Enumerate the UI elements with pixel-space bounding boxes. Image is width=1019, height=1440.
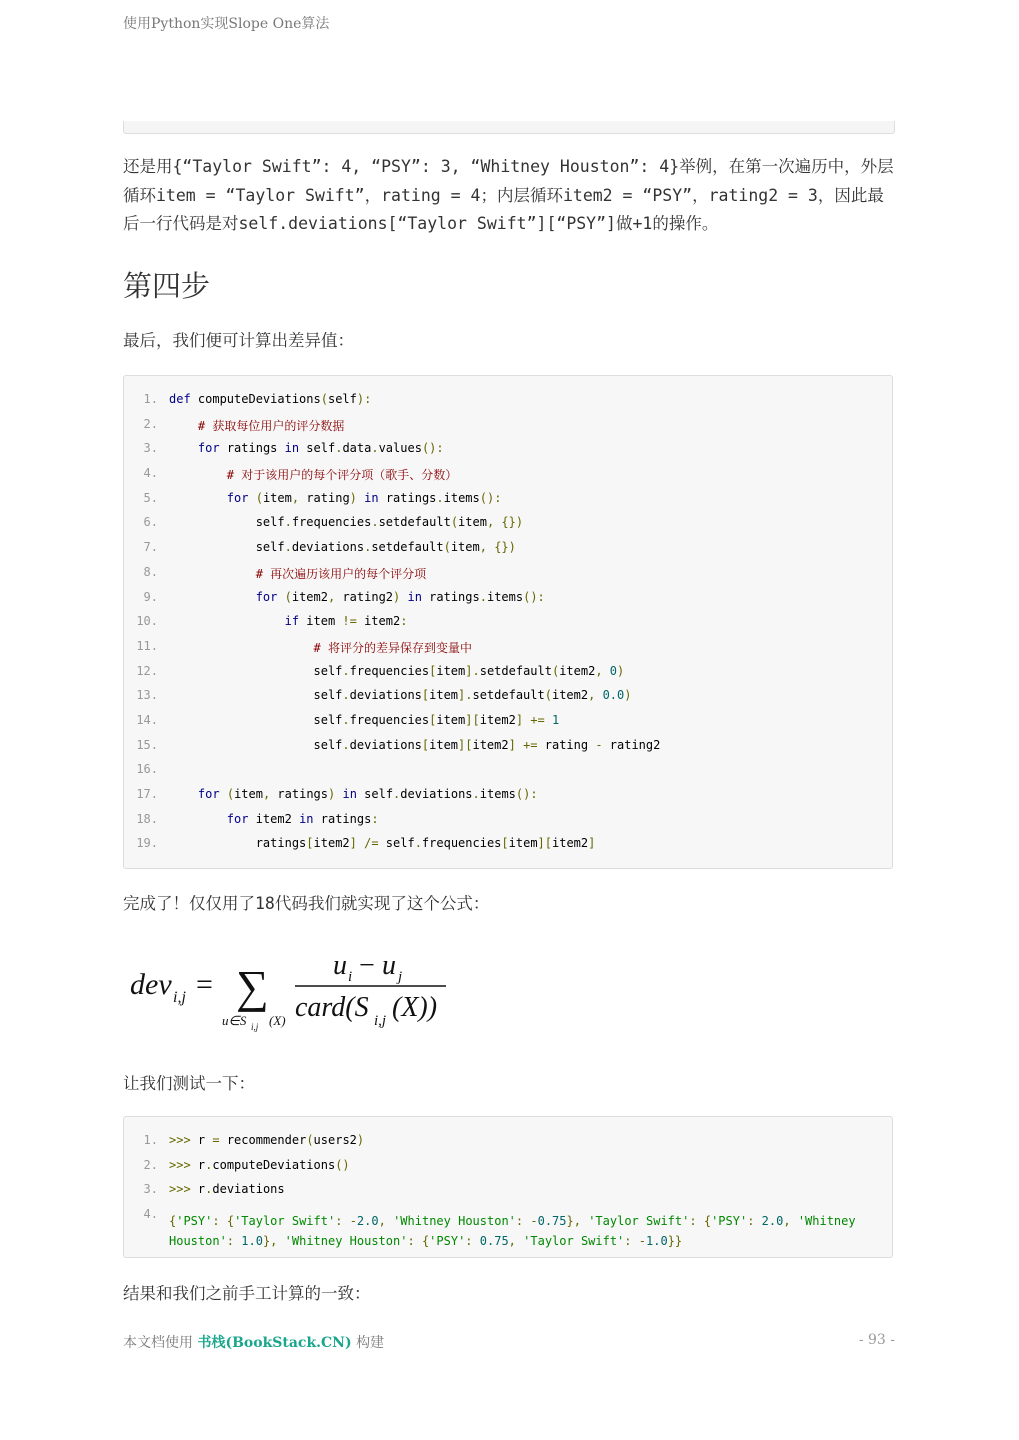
formula-lhs: dev — [130, 968, 172, 1001]
line-number: 17. — [136, 787, 158, 801]
code-line: 12. self.frequencies[item].setdefault(item2, 0) — [124, 660, 892, 685]
section-heading: 第四步 — [123, 269, 211, 303]
line-number: 15. — [136, 737, 158, 752]
line-number: 16. — [136, 762, 158, 777]
line-number: 14. — [136, 712, 158, 727]
footer-credit — [123, 1332, 384, 1352]
line-number: 1. — [143, 392, 158, 406]
line-number: 19. — [136, 836, 158, 851]
code-comment: # 对于该用户的每个评分项（歌手、分数） — [226, 468, 458, 483]
line-number: 3. — [143, 1182, 158, 1197]
code-comment: # 获取每位用户的评分数据 — [197, 418, 345, 433]
formula-num-j: j — [398, 969, 403, 985]
line-number: 6. — [143, 515, 158, 530]
code-line: 3. for ratings in self.data.values(): — [124, 437, 892, 462]
code-line: 14. self.frequencies[item][item2] += 1 — [124, 709, 892, 734]
line-number: 2. — [143, 1157, 158, 1172]
code-line: 7. self.deviations.setdefault(item, {}) — [124, 536, 892, 561]
code-line — [124, 758, 892, 783]
line-number: 9. — [143, 589, 158, 604]
code-line: 18. for item2 in ratings: — [124, 808, 892, 833]
code-line: 17. for (item, ratings) in self.deviations.items(): — [124, 783, 892, 808]
code-line — [124, 462, 892, 487]
footer-brand-link[interactable]: 书栈(BookStack.CN) — [197, 1335, 352, 1351]
code-line: 2. >>> r.computeDeviations() — [124, 1154, 892, 1179]
code-line — [124, 413, 892, 438]
footer-suffix: 构建 — [356, 1335, 385, 1351]
code-line: 1. >>> r = recommender(users2) — [124, 1129, 892, 1154]
code-line: 1. def computeDeviations(self): — [124, 388, 892, 413]
code-block-test — [123, 1116, 893, 1258]
line-number: 4. — [143, 466, 158, 481]
formula-equals: = — [196, 968, 213, 1001]
code-line — [124, 635, 892, 660]
formula-sum-sub-end: (X) — [269, 1013, 286, 1028]
done-paragraph: 完成了！仅仅用了18代码我们就实现了这个公式： — [123, 894, 490, 913]
line-number: 8. — [143, 564, 158, 579]
formula-sigma: ∑ — [236, 961, 269, 1012]
code-comment: # 再次遍历该用户的每个评分项 — [255, 566, 427, 581]
line-number: 10. — [136, 614, 158, 629]
paragraph-example: 还是用{“Taylor Swift”: 4, “PSY”: 3, “Whitney Houston”: 4}举例，在第一次遍历中，外层循环item = “Taylor Swift”，rating = 4；内层循环item2 = “PSY”，rating2 = 3，因此最后一行代码是对self.deviations[“Taylor Swift”][“PSY”]做+1的操作。 — [123, 157, 894, 233]
code-line: 3. >>> r.deviations — [124, 1178, 892, 1203]
line-number: 3. — [143, 441, 158, 456]
formula-den-sub: i,j — [374, 1013, 387, 1029]
result-paragraph: 结果和我们之前手工计算的一致： — [123, 1284, 371, 1303]
page-number: - 93 - — [858, 1332, 895, 1348]
page-header-title: 使用Python实现Slope One算法 — [123, 16, 330, 32]
footer-prefix: 本文档使用 — [123, 1335, 193, 1351]
code-comment: # 将评分的差异保存到变量中 — [313, 640, 472, 655]
line-number: 4. — [143, 1207, 158, 1222]
formula-sum-sub-index: i,j — [251, 1022, 259, 1032]
formula-den-card: card(S — [295, 992, 369, 1023]
formula-num-i: i — [348, 969, 353, 985]
line-number: 5. — [143, 490, 158, 505]
deviation-formula — [130, 948, 460, 1038]
code-line: 13. self.deviations[item].setdefault(item2, 0.0) — [124, 684, 892, 709]
formula-num-minus: − — [359, 950, 375, 981]
line-number: 11. — [136, 638, 158, 653]
code-line — [124, 561, 892, 586]
test-paragraph: 让我们测试一下： — [123, 1074, 255, 1093]
line-number: 12. — [136, 663, 158, 678]
line-number: 13. — [136, 688, 158, 703]
code-line: 19. ratings[item2] /= self.frequencies[item][item2] — [124, 832, 892, 857]
previous-code-block-end — [123, 121, 895, 134]
code-line: 15. self.deviations[item][item2] += rating - rating2 — [124, 734, 892, 759]
code-block-compute-deviations — [123, 375, 893, 869]
line-number: 18. — [136, 811, 158, 826]
code-line: 5. for (item, rating) in ratings.items(): — [124, 487, 892, 512]
code-line: 9. for (item2, rating2) in ratings.items(): — [124, 586, 892, 611]
code-line: 10. if item != item2: — [124, 610, 892, 635]
formula-num-u2: u — [382, 950, 396, 981]
code-line: 4. {'PSY': {'Taylor Swift': -2.0, 'Whitney Houston': -0.75}, 'Taylor Swift': {'PSY': 2.0, 'Whitney Houston': 1.0}, 'Whitney Houston': {'PSY': 0.75, 'Taylor Swift': -1.0}} — [124, 1203, 892, 1247]
intro-paragraph: 最后，我们便可计算出差异值： — [123, 331, 354, 350]
formula-sum-sub: u∈S — [222, 1013, 247, 1028]
formula-num-u1: u — [333, 950, 347, 981]
line-number: 7. — [143, 540, 158, 555]
line-number: 1. — [143, 1133, 158, 1147]
code-line: 6. self.frequencies.setdefault(item, {}) — [124, 511, 892, 536]
line-number: 2. — [143, 416, 158, 431]
formula-lhs-sub: i,j — [173, 989, 186, 1006]
formula-den-end: (X)) — [392, 992, 438, 1023]
